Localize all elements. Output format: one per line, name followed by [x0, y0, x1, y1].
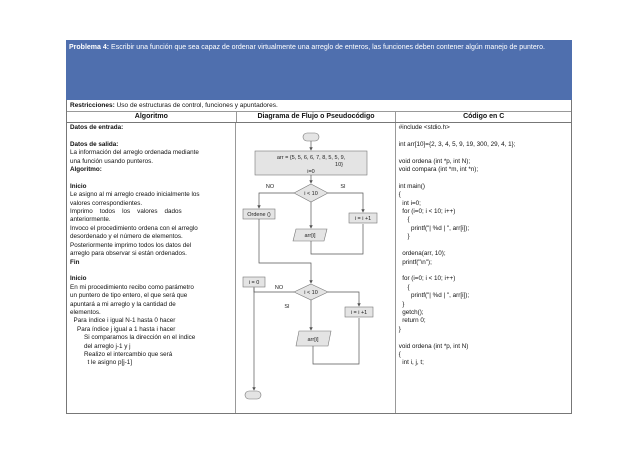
code-line	[399, 267, 568, 275]
code-line: int arr[10]={2, 3, 4, 5, 9, 19, 300, 29, 4, 1};	[398, 140, 516, 148]
document-page	[66, 40, 572, 414]
algorithm-line: Datos de salida:	[70, 140, 119, 148]
algorithm-line: Invoco el procedimiento ordena con el arreglo	[70, 224, 198, 232]
algorithm-line	[70, 267, 232, 275]
algorithm-line: Le asigno al mi arreglo creado inicialmente los	[70, 191, 200, 199]
code-line: {	[398, 350, 401, 358]
header-algorithm: Algoritmo	[67, 112, 237, 122]
code-line: void ordena (int *p, int N);	[398, 157, 471, 165]
header-spacer	[66, 84, 572, 100]
code-line: for (i=0; i < 10; i++)	[398, 208, 456, 216]
table-body	[67, 123, 571, 413]
algorithm-line: t le asigno p[j-1]	[70, 359, 132, 367]
restrictions-row	[67, 100, 571, 112]
algorithm-column	[67, 123, 236, 413]
code-line	[399, 149, 568, 157]
code-line: }	[398, 300, 405, 308]
code-line: #include <stdio.h>	[398, 124, 450, 131]
code-line: {	[398, 216, 410, 224]
problem-label: Problema 4:	[69, 44, 110, 51]
problem-table	[66, 100, 572, 414]
algorithm-line	[70, 132, 232, 140]
algorithm-line: desordenado y el número de elementos.	[70, 233, 183, 241]
flowchart-column	[236, 123, 395, 413]
flow-inc-1-label: i = i +1	[355, 216, 372, 222]
code-line: ordena(arr, 10);	[398, 250, 446, 258]
algorithm-line: Algoritmo:	[70, 166, 102, 174]
algorithm-line: apuntará a mi arreglo y la cantidad de	[70, 300, 176, 308]
algorithm-line: Inicio	[70, 182, 87, 190]
algorithm-line: Datos de entrada:	[70, 124, 124, 131]
algorithm-line: Fin	[70, 258, 80, 266]
flow-no-1: NO	[266, 184, 275, 190]
code-line: void ordena (int *p, int N)	[398, 342, 469, 350]
flow-end	[245, 391, 261, 399]
algorithm-line: Posteriormente imprimo todos los datos del	[70, 241, 192, 249]
algorithm-line: Inicio	[70, 275, 87, 283]
flow-assign-line1: arr = {5, 5, 6, 6, 7, 8, 5, 5, 9,	[277, 155, 346, 161]
code-line: {	[398, 283, 410, 291]
algorithm-line: del arreglo j-1 y j	[70, 342, 131, 350]
algorithm-line: valores correspondientes.	[70, 199, 143, 207]
flowchart	[239, 124, 393, 412]
flow-assign-line2: 10}	[335, 162, 344, 168]
column-headers	[67, 112, 571, 123]
code-line: int main()	[398, 182, 425, 190]
code-line: printf("| %d | ", arr[i]);	[398, 292, 470, 300]
flow-start	[303, 133, 319, 141]
code-line: printf("\n");	[398, 258, 432, 266]
restrictions-text: Uso de estructuras de control, funciones y apuntadores.	[114, 102, 278, 109]
problem-statement	[66, 40, 572, 84]
flow-si-1: SI	[340, 184, 346, 190]
restrictions-label: Restricciones:	[70, 102, 115, 109]
algorithm-line: una función usando punteros.	[70, 157, 153, 165]
algorithm-line: elementos.	[70, 308, 101, 316]
flow-inc-2-label: i = i +1	[351, 310, 368, 316]
algorithm-line	[70, 174, 232, 182]
code-line: getch();	[398, 308, 424, 316]
flow-decision-1-label: i < 10	[304, 191, 319, 197]
code-line: int i=0;	[398, 199, 421, 207]
algorithm-line: En mi procedimiento recibo como parámetro	[70, 283, 194, 291]
code-line: }	[398, 325, 401, 333]
code-line	[399, 174, 568, 182]
algorithm-line: La información del arreglo ordenada mediante	[70, 149, 199, 157]
flow-ordene-label: Ordene ()	[247, 212, 272, 218]
code-line: {	[398, 191, 401, 199]
algorithm-line: Para índice i igual N-1 hasta 0 hacer	[70, 317, 176, 325]
flow-si-2: SI	[284, 304, 290, 310]
algorithm-line: anteriormente.	[70, 216, 111, 224]
algorithm-line: Para índice j igual a 1 hasta i hacer	[70, 325, 176, 333]
algorithm-line: Si comparamos la dirección en el índice	[70, 334, 196, 342]
algorithm-line: Realizo el intercambio que será	[70, 350, 173, 358]
code-line: void compara (int *m, int *n);	[398, 166, 479, 174]
header-flow: Diagrama de Flujo o Pseudocódigo	[237, 112, 397, 122]
flow-print-2-label: arr[i]	[307, 337, 319, 343]
algorithm-line: arreglo para observar si están ordenados.	[70, 250, 187, 258]
code-line: }	[398, 233, 410, 241]
code-line: return 0;	[398, 317, 426, 325]
flow-assign-line3: i=0	[307, 169, 316, 175]
problem-text: Escribir una función que sea capaz de ordenar virtualmente una arreglo de enteros, las funciones deben contener algún manejo de puntero.	[109, 44, 545, 51]
header-code: Código en C	[463, 113, 505, 120]
flow-print-1-label: arr[i]	[304, 233, 316, 239]
code-column	[396, 123, 571, 413]
code-line: for (i=0; i < 10; i++)	[398, 275, 456, 283]
algorithm-line: Imprimo todos los valores dados	[70, 208, 182, 216]
flow-decision-2-label: i < 10	[304, 290, 319, 296]
code-line	[399, 334, 568, 342]
algorithm-line: un puntero de tipo entero, el que será que	[70, 292, 188, 300]
flow-no-2: NO	[275, 285, 284, 291]
code-line	[399, 132, 568, 140]
code-line	[399, 242, 568, 250]
code-line: printf("| %d | ", arr[i]);	[398, 224, 470, 232]
flow-reset-label: i = 0	[249, 280, 260, 286]
code-line: int i, j, t;	[398, 359, 424, 367]
